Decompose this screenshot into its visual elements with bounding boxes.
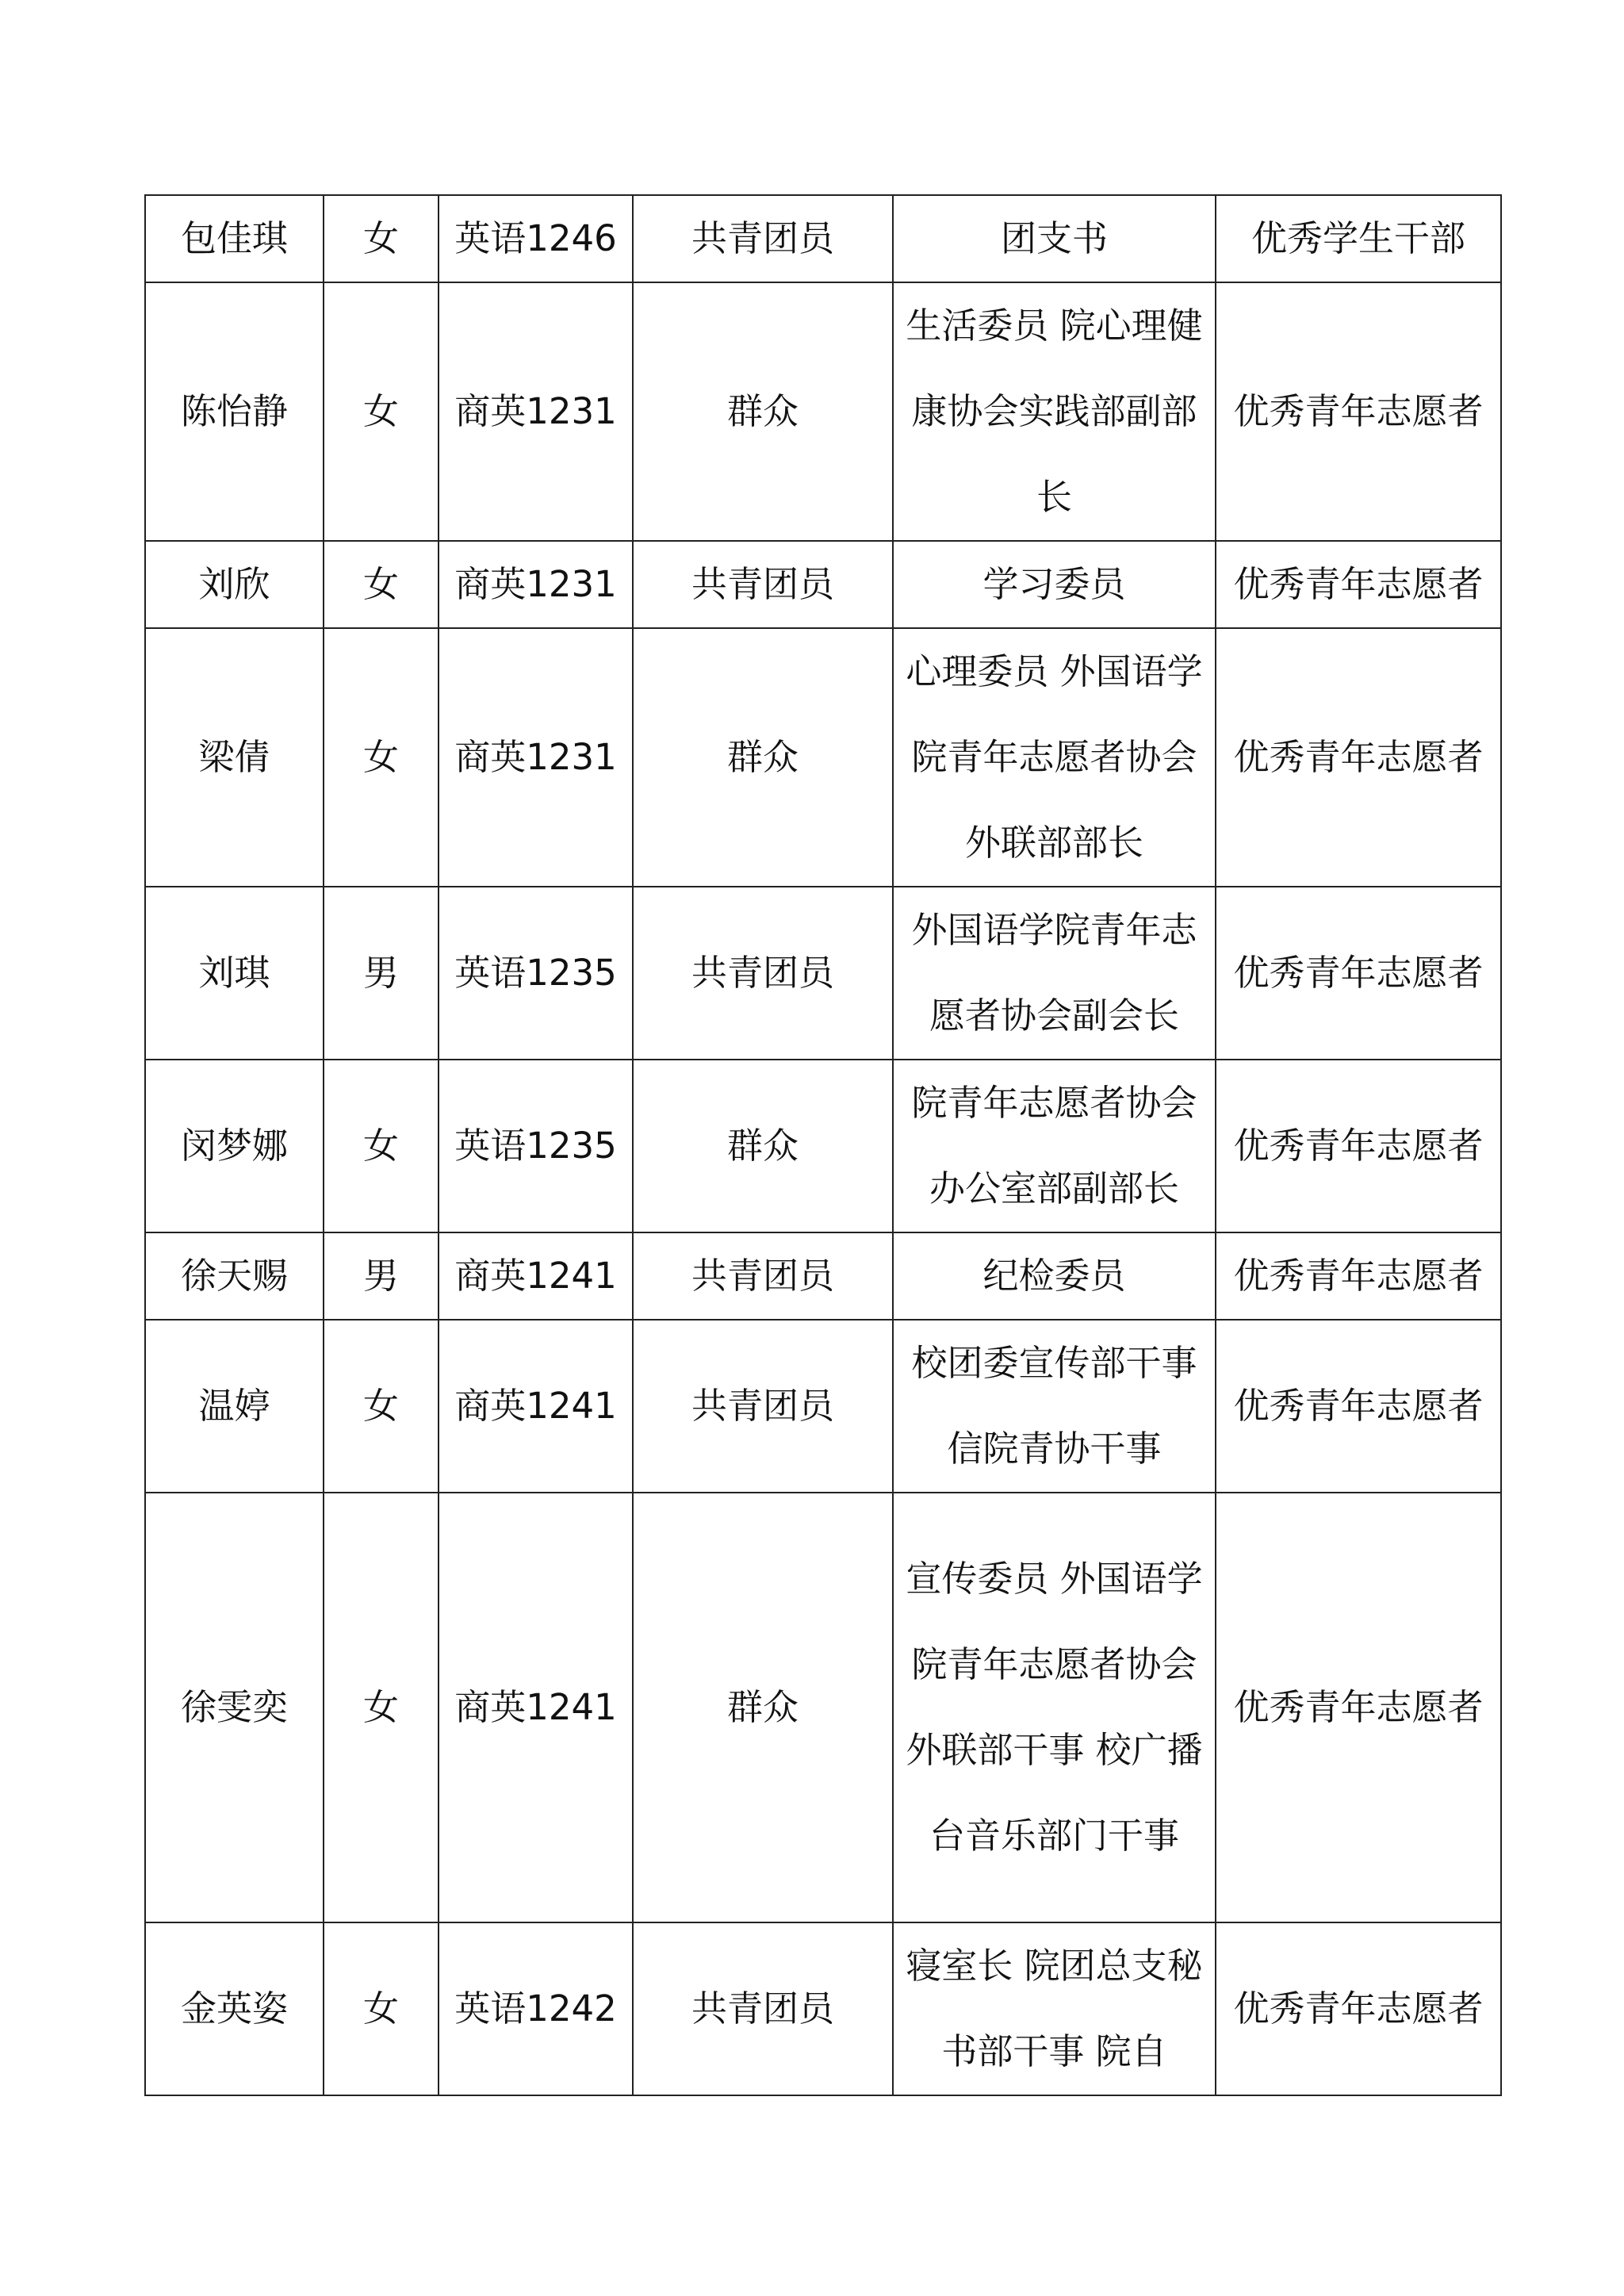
role-cell: 寝室长 院团总支秘书部干事 院自 — [893, 1922, 1216, 2095]
class-cell: 商英1241 — [439, 1320, 633, 1493]
gender-cell: 女 — [324, 282, 439, 541]
political-status-cell: 共青团员 — [633, 1320, 893, 1493]
name-cell: 陈怡静 — [145, 282, 324, 541]
political-status-cell: 群众 — [633, 282, 893, 541]
gender-cell: 男 — [324, 887, 439, 1060]
role-cell: 团支书 — [893, 195, 1216, 282]
name-cell: 闵梦娜 — [145, 1060, 324, 1232]
table-row — [145, 541, 1501, 628]
gender-cell: 女 — [324, 628, 439, 887]
award-cell: 优秀青年志愿者 — [1216, 541, 1501, 628]
award-cell: 优秀青年志愿者 — [1216, 1232, 1501, 1320]
role-cell: 院青年志愿者协会办公室部副部长 — [893, 1060, 1216, 1232]
gender-cell: 女 — [324, 541, 439, 628]
table-row — [145, 1060, 1501, 1232]
award-cell: 优秀青年志愿者 — [1216, 1060, 1501, 1232]
role-cell: 宣传委员 外国语学院青年志愿者协会外联部干事 校广播台音乐部门干事 — [893, 1493, 1216, 1922]
gender-cell: 女 — [324, 1060, 439, 1232]
name-cell: 刘琪 — [145, 887, 324, 1060]
award-cell: 优秀青年志愿者 — [1216, 282, 1501, 541]
class-cell: 英语1235 — [439, 1060, 633, 1232]
name-cell: 刘欣 — [145, 541, 324, 628]
political-status-cell: 共青团员 — [633, 1232, 893, 1320]
table-row — [145, 282, 1501, 541]
political-status-cell: 群众 — [633, 1060, 893, 1232]
class-cell: 英语1246 — [439, 195, 633, 282]
class-cell: 商英1231 — [439, 541, 633, 628]
award-cell: 优秀学生干部 — [1216, 195, 1501, 282]
table-row — [145, 1232, 1501, 1320]
name-cell: 温婷 — [145, 1320, 324, 1493]
class-cell: 商英1241 — [439, 1232, 633, 1320]
gender-cell: 女 — [324, 1320, 439, 1493]
political-status-cell: 群众 — [633, 1493, 893, 1922]
name-cell: 金英姿 — [145, 1922, 324, 2095]
political-status-cell: 共青团员 — [633, 1922, 893, 2095]
award-cell: 优秀青年志愿者 — [1216, 887, 1501, 1060]
political-status-cell: 共青团员 — [633, 541, 893, 628]
role-cell: 纪检委员 — [893, 1232, 1216, 1320]
political-status-cell: 群众 — [633, 628, 893, 887]
class-cell: 英语1235 — [439, 887, 633, 1060]
gender-cell: 女 — [324, 195, 439, 282]
class-cell: 商英1231 — [439, 282, 633, 541]
class-cell: 商英1231 — [439, 628, 633, 887]
table-row — [145, 887, 1501, 1060]
role-cell: 校团委宣传部干事信院青协干事 — [893, 1320, 1216, 1493]
gender-cell: 男 — [324, 1232, 439, 1320]
student-roster-table — [144, 194, 1502, 2096]
table-row — [145, 1493, 1501, 1922]
table-row — [145, 1922, 1501, 2095]
gender-cell: 女 — [324, 1493, 439, 1922]
name-cell: 包佳琪 — [145, 195, 324, 282]
award-cell: 优秀青年志愿者 — [1216, 1922, 1501, 2095]
award-cell: 优秀青年志愿者 — [1216, 1320, 1501, 1493]
political-status-cell: 共青团员 — [633, 887, 893, 1060]
role-cell: 生活委员 院心理健康协会实践部副部长 — [893, 282, 1216, 541]
award-cell: 优秀青年志愿者 — [1216, 1493, 1501, 1922]
role-cell: 学习委员 — [893, 541, 1216, 628]
table-row — [145, 1320, 1501, 1493]
class-cell: 商英1241 — [439, 1493, 633, 1922]
name-cell: 徐雯奕 — [145, 1493, 324, 1922]
award-cell: 优秀青年志愿者 — [1216, 628, 1501, 887]
table-row — [145, 195, 1501, 282]
gender-cell: 女 — [324, 1922, 439, 2095]
table-row — [145, 628, 1501, 887]
political-status-cell: 共青团员 — [633, 195, 893, 282]
role-cell: 心理委员 外国语学院青年志愿者协会外联部部长 — [893, 628, 1216, 887]
role-cell: 外国语学院青年志愿者协会副会长 — [893, 887, 1216, 1060]
class-cell: 英语1242 — [439, 1922, 633, 2095]
name-cell: 梁倩 — [145, 628, 324, 887]
name-cell: 徐天赐 — [145, 1232, 324, 1320]
